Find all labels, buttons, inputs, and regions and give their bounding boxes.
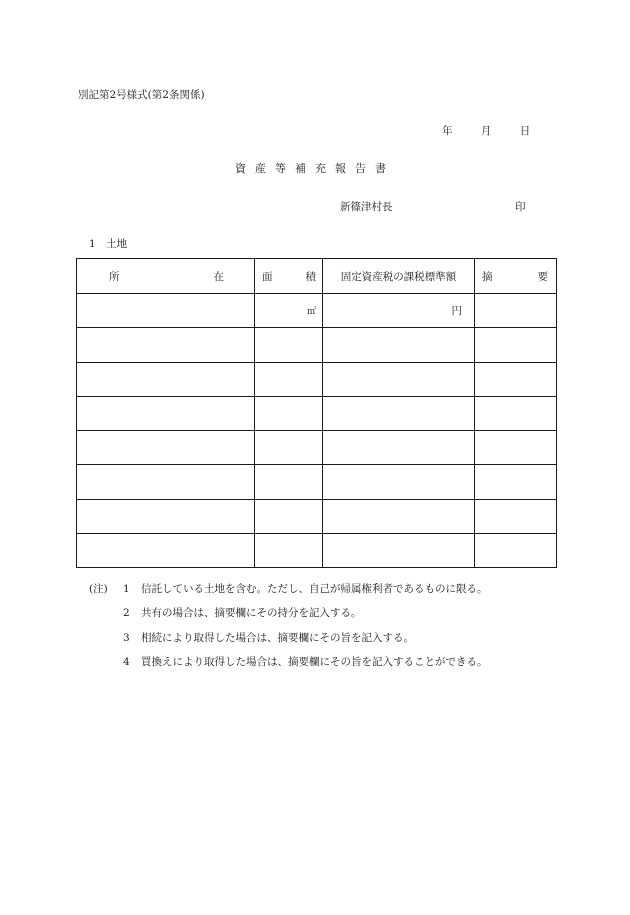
cell-summary[interactable]	[475, 396, 557, 430]
cell-summary[interactable]	[475, 499, 557, 533]
header-area	[255, 259, 323, 294]
note-number: 4	[123, 656, 130, 669]
cell-location[interactable]	[77, 534, 255, 568]
table-row	[77, 499, 557, 533]
table-row	[77, 534, 557, 568]
header-area-b: 積	[305, 270, 316, 283]
header-tax-standard	[323, 259, 475, 294]
date-year: 年	[442, 125, 453, 137]
cell-tax-standard[interactable]	[323, 465, 475, 499]
table-row	[77, 362, 557, 396]
note-text: 相続により取得した場合は、摘要欄にその旨を記入する。	[141, 631, 414, 644]
note-text: 買換えにより取得した場合は、摘要欄にその旨を記入することができる。	[141, 656, 488, 669]
cell-tax-standard[interactable]	[323, 328, 475, 362]
header-summary-a: 摘	[482, 270, 493, 283]
cell-tax-standard[interactable]	[323, 294, 475, 328]
table-row	[77, 431, 557, 465]
addressee: 新篠津村長	[340, 201, 393, 213]
cell-area[interactable]	[255, 396, 323, 430]
header-location	[77, 259, 255, 294]
seal-mark: 印	[515, 201, 526, 213]
note-item	[89, 577, 488, 601]
cell-location[interactable]	[77, 328, 255, 362]
cell-location[interactable]	[77, 294, 255, 328]
cell-location[interactable]	[77, 362, 255, 396]
cell-tax-standard[interactable]	[323, 396, 475, 430]
date-day: 日	[519, 125, 531, 137]
header-tax-standard-label: 固定資産税の課税標準額	[340, 270, 457, 283]
header-summary	[475, 259, 557, 294]
cell-summary[interactable]	[475, 328, 557, 362]
date-month: 月	[480, 125, 492, 137]
cell-area[interactable]	[255, 499, 323, 533]
table-row	[77, 294, 557, 328]
cell-location[interactable]	[77, 396, 255, 430]
form-label: 別記第2号様式(第2条関係)	[78, 89, 205, 101]
cell-tax-standard[interactable]	[323, 431, 475, 465]
cell-area[interactable]	[255, 362, 323, 396]
yen-unit: 円	[451, 305, 462, 318]
cell-tax-standard[interactable]	[323, 362, 475, 396]
note-text: 信託している土地を含む。ただし、自己が帰属権利者であるものに限る。	[141, 583, 488, 595]
cell-area[interactable]	[255, 534, 323, 568]
note-item	[89, 626, 488, 650]
table-body	[77, 294, 557, 568]
note-number: 2	[123, 607, 130, 620]
cell-summary[interactable]	[475, 362, 557, 396]
cell-area[interactable]	[255, 431, 323, 465]
table-row	[77, 465, 557, 499]
cell-tax-standard[interactable]	[323, 499, 475, 533]
note-number: 3	[123, 631, 130, 644]
cell-summary[interactable]	[475, 431, 557, 465]
table-row	[77, 328, 557, 362]
cell-summary[interactable]	[475, 294, 557, 328]
note-text: 共有の場合は、摘要欄にその持分を記入する。	[141, 607, 362, 620]
notes	[89, 577, 488, 675]
header-area-a: 面	[262, 270, 273, 283]
note-item	[89, 650, 488, 674]
table-header-row	[77, 259, 557, 294]
header-location-a: 所	[109, 270, 120, 283]
header-summary-b: 要	[537, 270, 548, 283]
section-title: 1 土地	[89, 238, 128, 250]
cell-summary[interactable]	[475, 534, 557, 568]
document-title: 資産等補充報告書	[235, 162, 395, 175]
cell-area[interactable]	[255, 294, 323, 328]
note-item	[89, 601, 488, 625]
cell-summary[interactable]	[475, 465, 557, 499]
header-location-b: 在	[213, 270, 224, 283]
notes-prefix: (注)	[89, 583, 108, 595]
cell-location[interactable]	[77, 465, 255, 499]
cell-location[interactable]	[77, 431, 255, 465]
date-line	[442, 123, 530, 138]
cell-location[interactable]	[77, 499, 255, 533]
cell-area[interactable]	[255, 465, 323, 499]
area-unit: ㎡	[306, 307, 316, 318]
note-number: 1	[123, 583, 130, 595]
cell-tax-standard[interactable]	[323, 534, 475, 568]
cell-area[interactable]	[255, 328, 323, 362]
land-table	[76, 258, 557, 568]
table-row	[77, 396, 557, 430]
